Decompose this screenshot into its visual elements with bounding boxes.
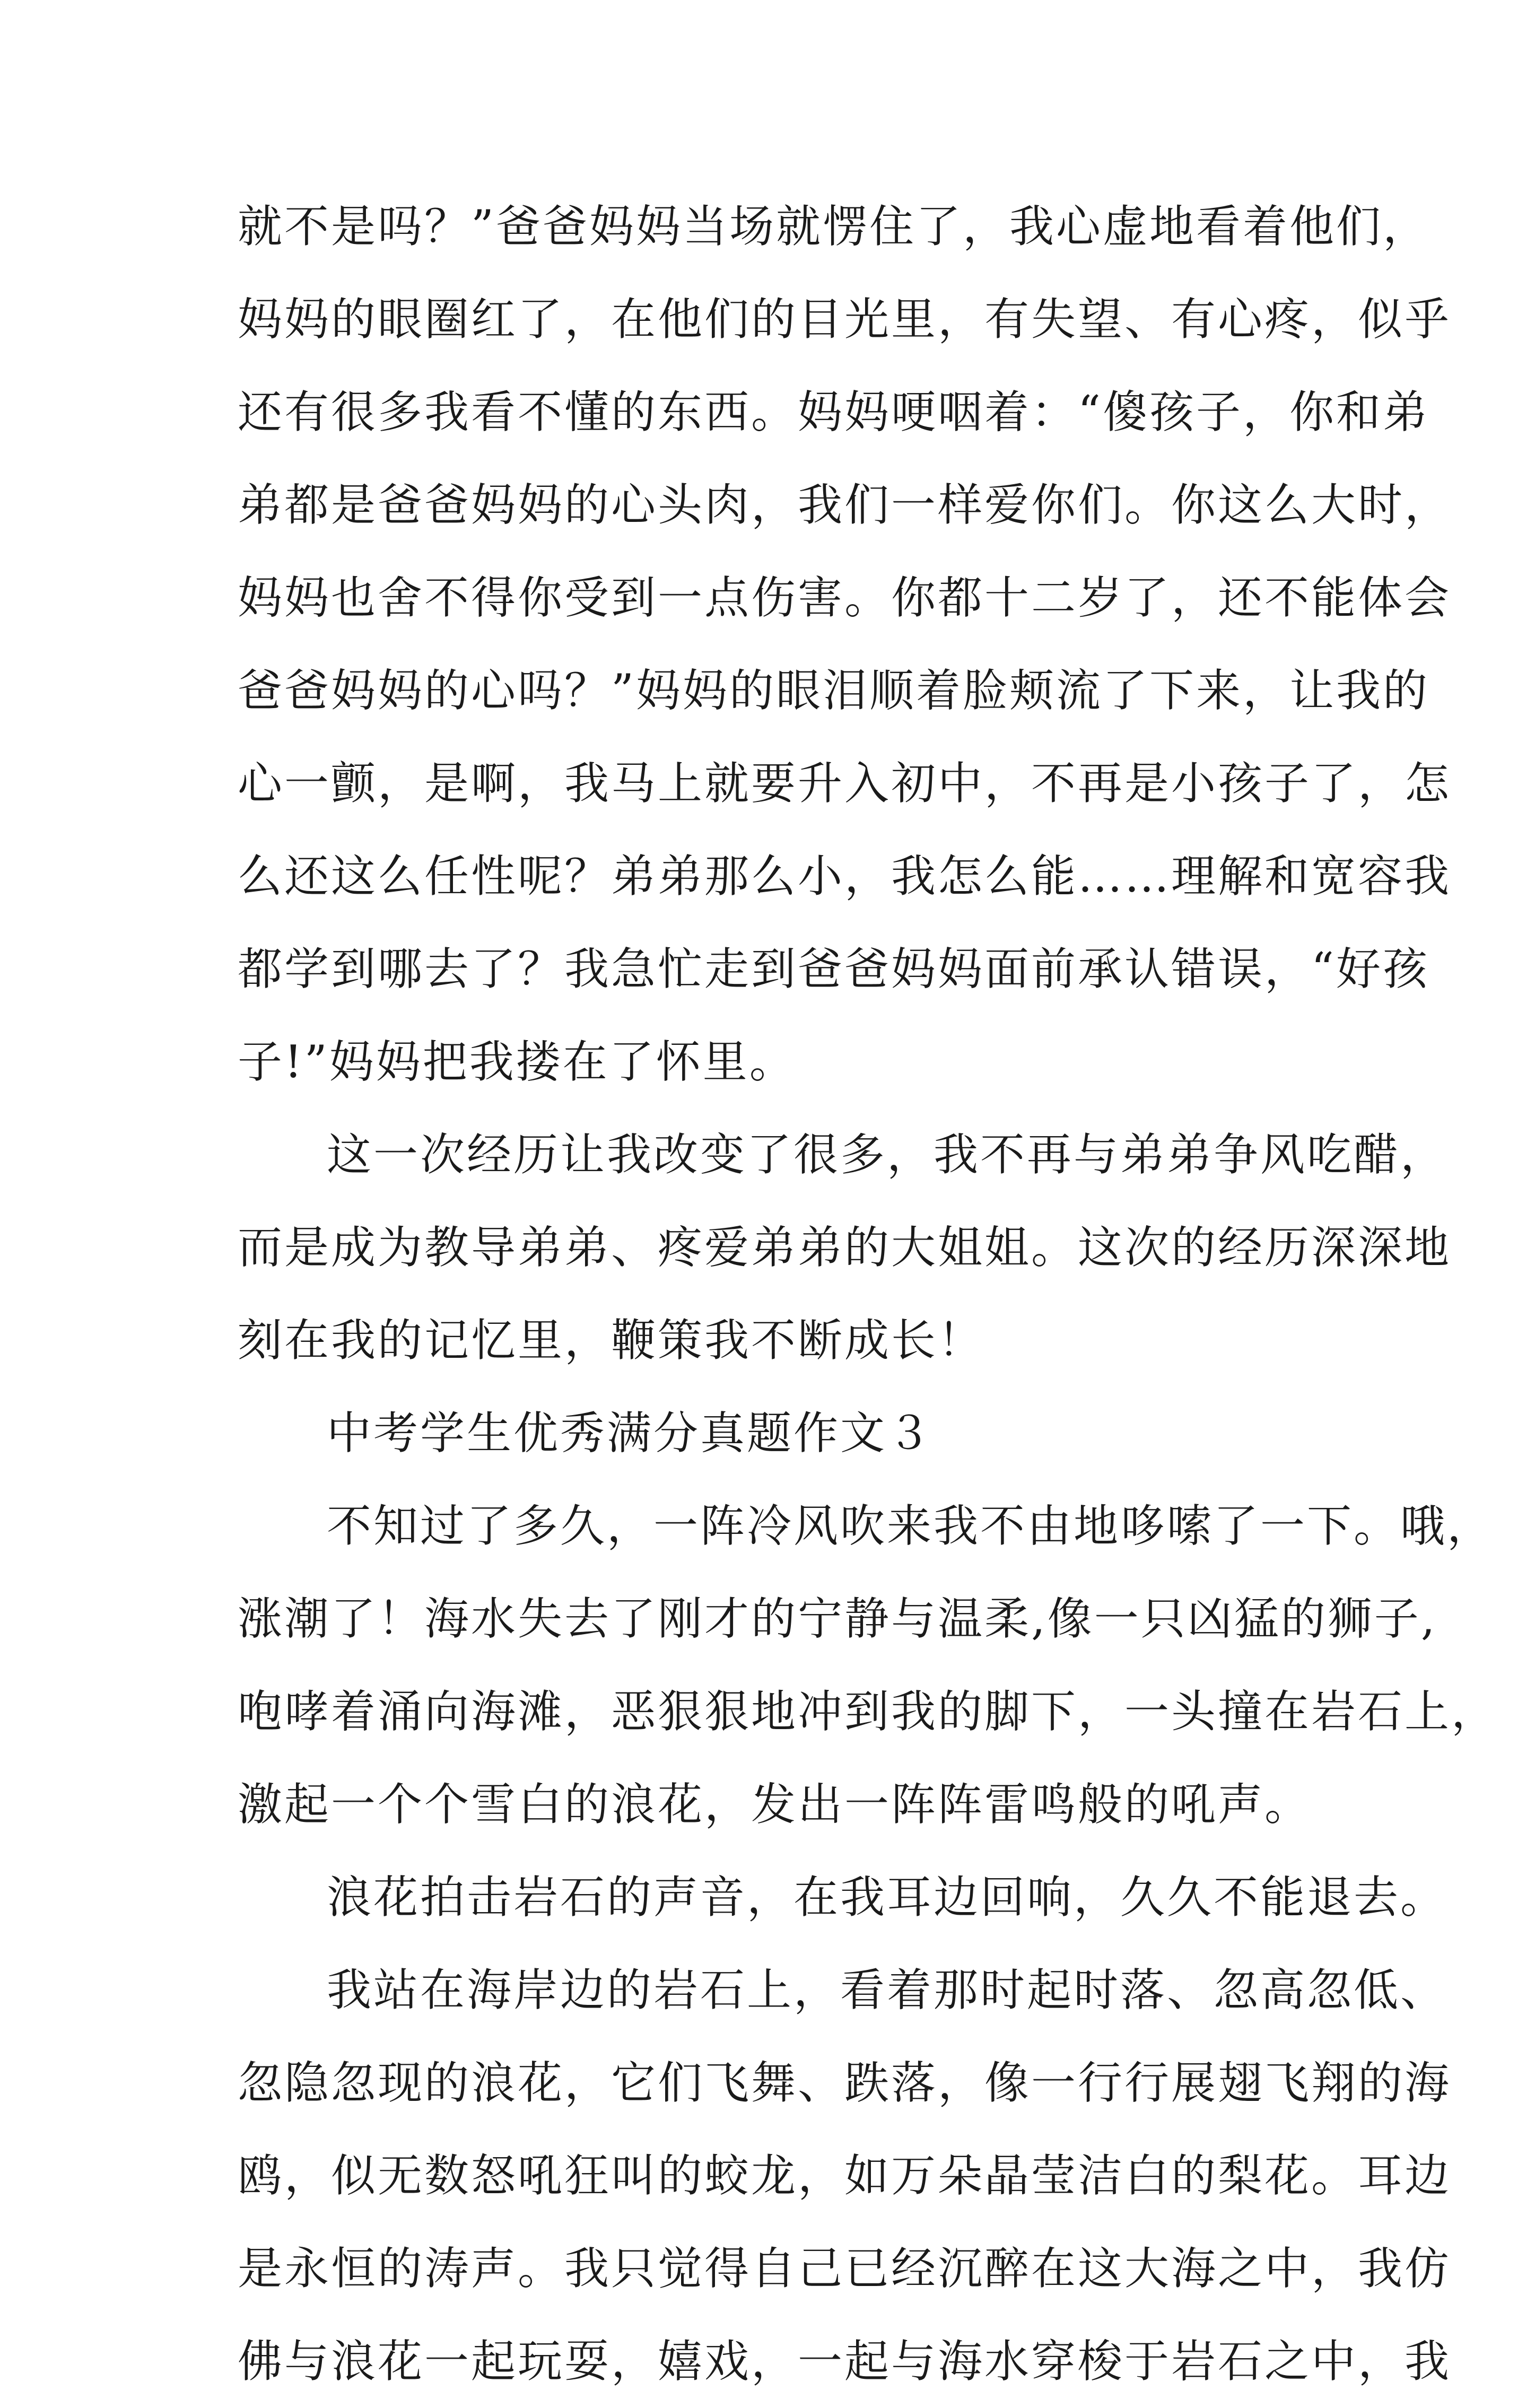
essay-body: [238, 180, 1498, 2408]
text-line: 么还这么任性呢？弟弟那么小，我怎么能……理解和宽容我: [238, 850, 1452, 902]
text-line: 子!”妈妈把我搂在了怀里。: [238, 1036, 796, 1088]
text-line: 爸爸妈妈的心吗？”妈妈的眼泪顺着脸颊流了下来，让我的: [238, 665, 1429, 717]
text-line: 弟都是爸爸妈妈的心头肉，我们一样爱你们。你这么大时，: [238, 479, 1452, 531]
text-line: 佛与浪花一起玩耍，嬉戏，一起与海水穿梭于岩石之中，我: [238, 2335, 1452, 2387]
text-line: 妈妈的眼圈红了，在他们的目光里，有失望、有心疼，似乎: [238, 293, 1452, 345]
text-line: 妈妈也舍不得你受到一点伤害。你都十二岁了，还不能体会: [238, 572, 1452, 624]
text-line: 刻在我的记忆里，鞭策我不断成长！: [238, 1314, 985, 1366]
section-heading: 中考学生优秀满分真题作文３: [327, 1407, 934, 1459]
text-line: 是永恒的涛声。我只觉得自己已经沉醉在这大海之中，我仿: [238, 2243, 1452, 2294]
text-line: 激起一个个雪白的浪花，发出一阵阵雷鸣般的吼声。: [238, 1778, 1312, 1830]
paragraph-start: 浪花拍击岩石的声音，在我耳边回响，久久不能退去。: [327, 1871, 1447, 1923]
paragraph-start: 不知过了多久，一阵冷风吹来我不由地哆嗦了一下。哦，: [327, 1500, 1494, 1552]
paragraph-start: 这一次经历让我改变了很多，我不再与弟弟争风吃醋，: [327, 1129, 1447, 1181]
text-line: 鸥，似无数怒吼狂叫的蛟龙，如万朵晶莹洁白的梨花。耳边: [238, 2150, 1452, 2202]
text-line: 咆哮着涌向海滩，恶狠狠地冲到我的脚下，一头撞在岩石上，: [238, 1686, 1498, 1738]
text-line: 都学到哪去了？我急忙走到爸爸妈妈面前承认错误，“好孩: [238, 943, 1429, 995]
text-line: 还有很多我看不懂的东西。妈妈哽咽着：“傻孩子，你和弟: [238, 386, 1429, 438]
text-line: 心一颤，是啊，我马上就要升入初中，不再是小孩子了，怎: [238, 757, 1452, 809]
text-line: 而是成为教导弟弟、疼爱弟弟的大姐姐。这次的经历深深地: [238, 1222, 1452, 1273]
text-line: 忽隐忽现的浪花，它们飞舞、跌落，像一行行展翅飞翔的海: [238, 2057, 1452, 2109]
paragraph-start: 我站在海岸边的岩石上，看着那时起时落、忽高忽低、: [327, 1964, 1447, 2016]
text-line: 就不是吗？”爸爸妈妈当场就愣住了，我心虚地看着他们，: [238, 200, 1429, 252]
text-line: 涨潮了！海水失去了刚才的宁静与温柔,像一只凶猛的狮子,: [238, 1593, 1437, 1645]
